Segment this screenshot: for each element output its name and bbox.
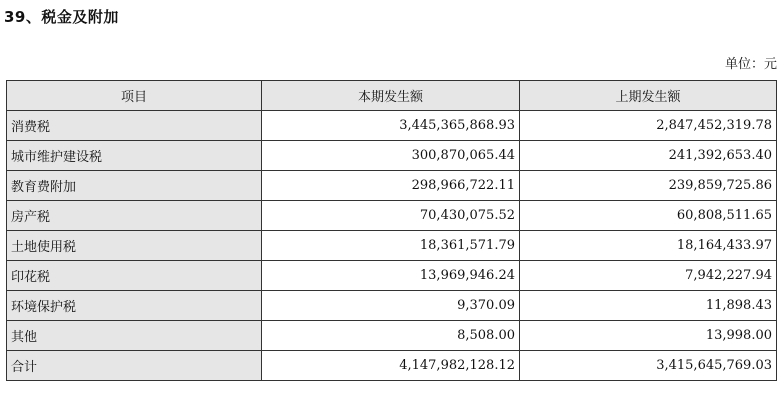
table-row bbox=[7, 291, 777, 321]
table-header-row bbox=[7, 81, 777, 111]
row-item: 城市维护建设税 bbox=[7, 141, 262, 171]
row-item: 土地使用税 bbox=[7, 231, 262, 261]
row-previous: 60,808,511.65 bbox=[520, 201, 777, 231]
table-row bbox=[7, 141, 777, 171]
row-current: 9,370.09 bbox=[262, 291, 520, 321]
row-item: 教育费附加 bbox=[7, 171, 262, 201]
row-current: 300,870,065.44 bbox=[262, 141, 520, 171]
row-item: 其他 bbox=[7, 321, 262, 351]
row-current: 70,430,075.52 bbox=[262, 201, 520, 231]
row-item: 环境保护税 bbox=[7, 291, 262, 321]
row-previous: 18,164,433.97 bbox=[520, 231, 777, 261]
header-item: 项目 bbox=[7, 81, 262, 111]
table-row bbox=[7, 231, 777, 261]
row-previous: 239,859,725.86 bbox=[520, 171, 777, 201]
row-item: 印花税 bbox=[7, 261, 262, 291]
row-previous: 11,898.43 bbox=[520, 291, 777, 321]
row-current: 18,361,571.79 bbox=[262, 231, 520, 261]
row-item: 消费税 bbox=[7, 111, 262, 141]
section-title: 39、税金及附加 bbox=[4, 8, 119, 26]
table-row bbox=[7, 171, 777, 201]
table-row bbox=[7, 321, 777, 351]
row-current: 3,445,365,868.93 bbox=[262, 111, 520, 141]
unit-note: 单位：元 bbox=[724, 57, 777, 72]
row-previous: 13,998.00 bbox=[520, 321, 777, 351]
total-previous: 3,415,645,769.03 bbox=[520, 351, 777, 381]
total-item: 合计 bbox=[7, 351, 262, 381]
row-current: 13,969,946.24 bbox=[262, 261, 520, 291]
header-current-period: 本期发生额 bbox=[262, 81, 520, 111]
tax-table bbox=[6, 80, 777, 381]
row-current: 8,508.00 bbox=[262, 321, 520, 351]
row-current: 298,966,722.11 bbox=[262, 171, 520, 201]
row-previous: 241,392,653.40 bbox=[520, 141, 777, 171]
header-previous-period: 上期发生额 bbox=[520, 81, 777, 111]
total-current: 4,147,982,128.12 bbox=[262, 351, 520, 381]
row-previous: 7,942,227.94 bbox=[520, 261, 777, 291]
table-row bbox=[7, 111, 777, 141]
table-row bbox=[7, 201, 777, 231]
row-item: 房产税 bbox=[7, 201, 262, 231]
table-row bbox=[7, 261, 777, 291]
table-total-row bbox=[7, 351, 777, 381]
row-previous: 2,847,452,319.78 bbox=[520, 111, 777, 141]
